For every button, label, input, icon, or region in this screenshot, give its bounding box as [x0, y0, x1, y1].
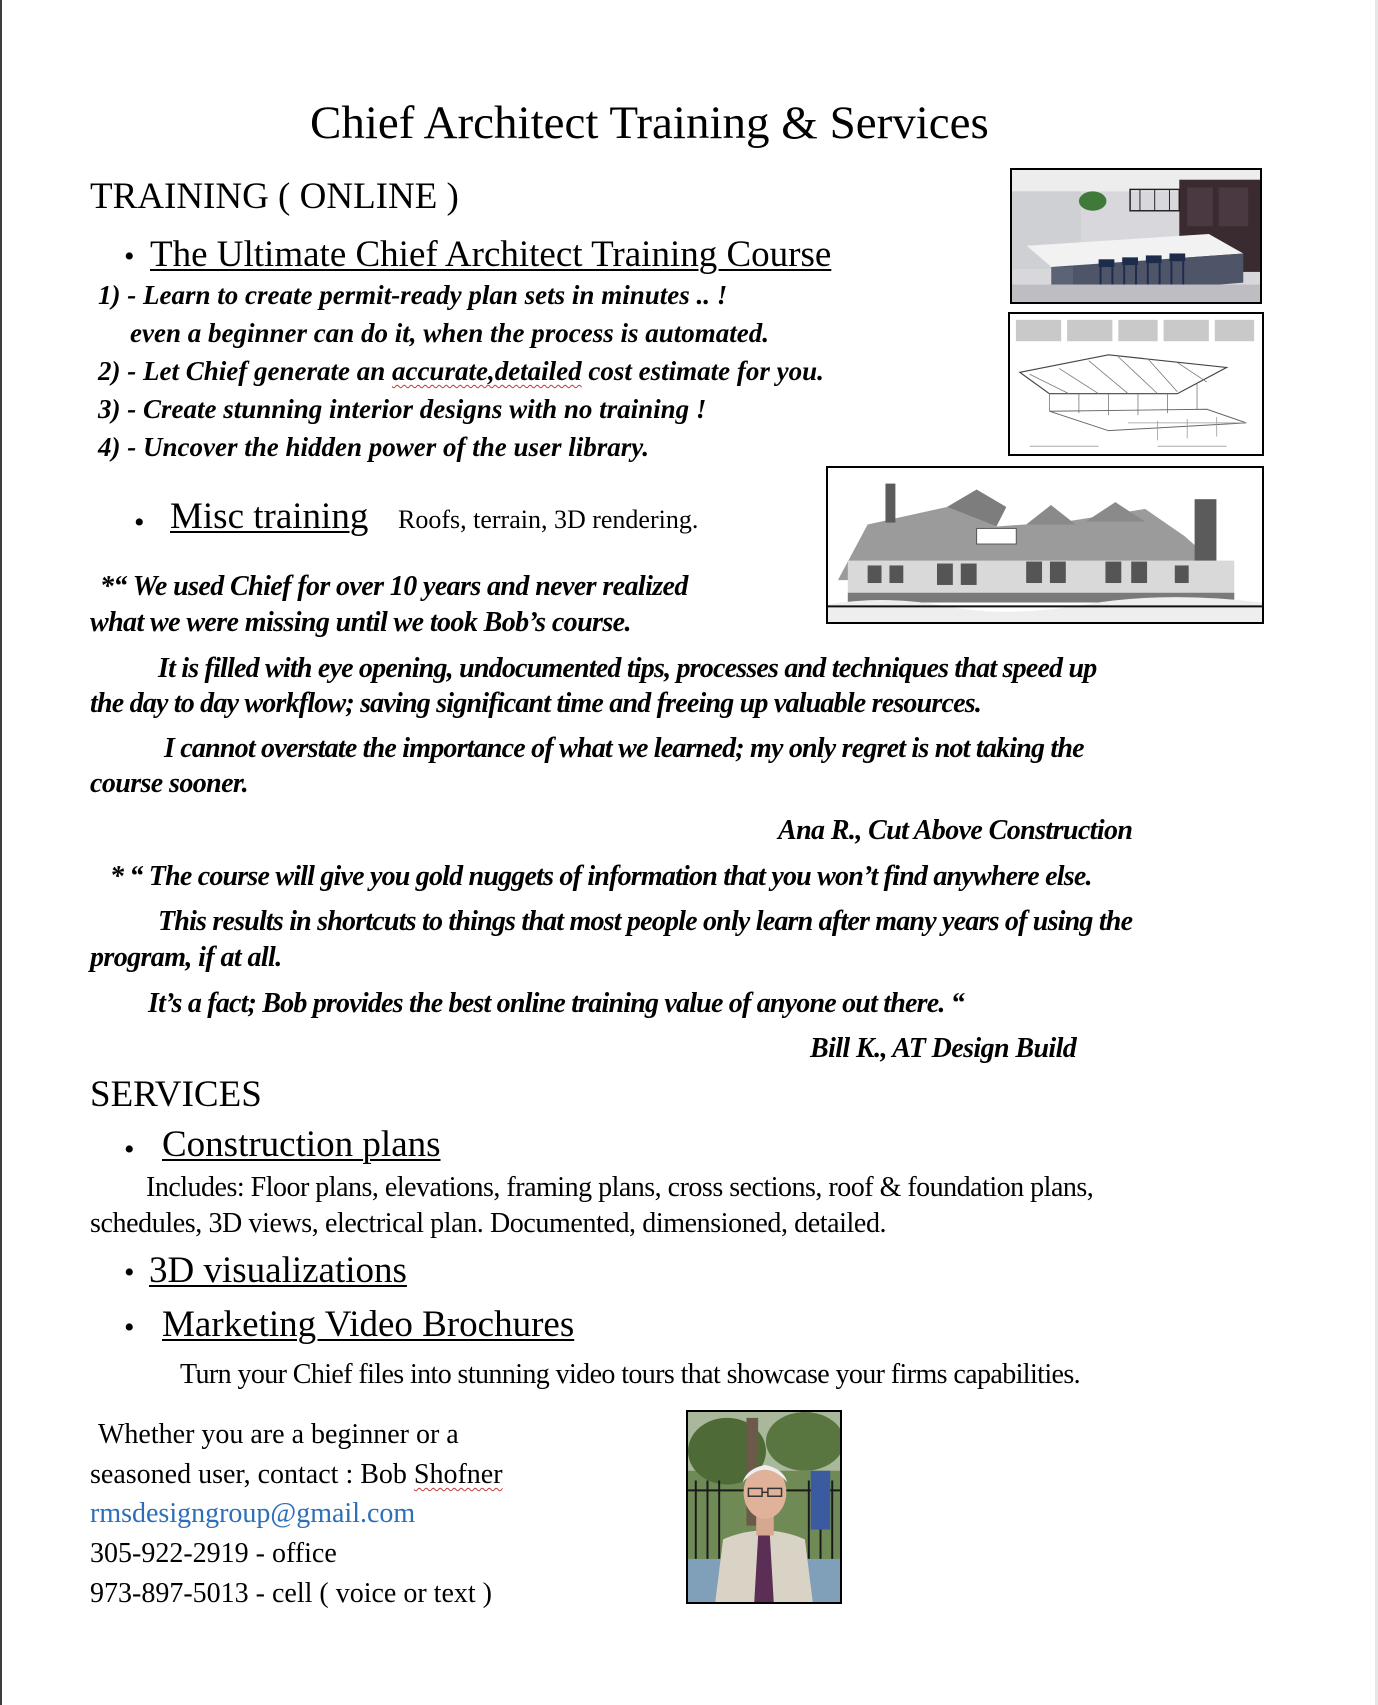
testimonial-1-line-5: I cannot overstate the importance of what we learned; my only regret is not taking the — [164, 733, 1084, 764]
testimonial-1-line-4: the day to day workflow; saving significant time and freeing up valuable resources. — [90, 688, 982, 719]
course-item-2-b: cost estimate for you. — [581, 356, 824, 386]
course-item-2 — [98, 356, 824, 387]
contact-email-line — [90, 1498, 415, 1530]
training-heading: TRAINING ( ONLINE ) — [90, 176, 459, 217]
course-item-4: 4) - Uncover the hidden power of the user library. — [98, 432, 649, 462]
course-bullet: • — [124, 240, 135, 273]
kitchen-render-image — [1010, 168, 1262, 304]
contact-line-1: Whether you are a beginner or a — [98, 1419, 459, 1450]
construction-bullet: • — [124, 1133, 135, 1166]
contact-cell: 973-897-5013 - cell ( voice or text ) — [90, 1578, 492, 1609]
video-bullet: • — [124, 1311, 135, 1344]
contact-line-2 — [90, 1459, 503, 1491]
viz-bullet: • — [124, 1256, 135, 1289]
course-title: The Ultimate Chief Architect Training Course — [150, 234, 832, 275]
framing-drawing-image — [1008, 312, 1264, 456]
contact-office: 305-922-2919 - office — [90, 1538, 337, 1569]
contact-line-2-prefix: seasoned user, contact : Bob — [90, 1459, 414, 1490]
viz-title: 3D visualizations — [149, 1250, 407, 1291]
video-desc: Turn your Chief files into stunning video tours that showcase your firms capabilities. — [180, 1359, 1081, 1390]
course-item-2-a: 2) - Let Chief generate an — [98, 356, 392, 386]
house-elevation-image — [826, 466, 1264, 624]
page-left-edge — [0, 0, 2, 1705]
construction-title: Construction plans — [162, 1124, 441, 1165]
testimonial-2-line-2: This results in shortcuts to things that most people only learn after many years of using the — [158, 906, 1133, 937]
testimonial-1-line-1: *“ We used Chief for over 10 years and never realized — [100, 571, 688, 602]
video-title: Marketing Video Brochures — [162, 1304, 575, 1345]
testimonial-1-author: Ana R., Cut Above Construction — [778, 815, 1133, 846]
construction-desc-1: Includes: Floor plans, elevations, framing plans, cross sections, roof & foundation plans, — [146, 1172, 1094, 1203]
misc-bullet: • — [134, 506, 145, 539]
contact-name: Shofner — [413, 1459, 503, 1490]
contact-email-link[interactable]: rmsdesigngroup@gmail.com — [90, 1498, 416, 1529]
misc-title: Misc training — [170, 496, 369, 537]
portrait-photo — [686, 1410, 842, 1604]
testimonial-1-line-2: what we were missing until we took Bob’s course. — [90, 607, 631, 638]
testimonial-2-line-1: * “ The course will give you gold nuggets of information that you won’t find anywhere else. — [110, 861, 1092, 892]
construction-desc-2: schedules, 3D views, electrical plan. Documented, dimensioned, detailed. — [90, 1208, 887, 1239]
course-item-1-cont: even a beginner can do it, when the process is automated. — [130, 318, 770, 348]
services-heading: SERVICES — [90, 1074, 262, 1115]
misc-desc: Roofs, terrain, 3D rendering. — [398, 505, 699, 534]
page-title: Chief Architect Training & Services — [310, 97, 989, 149]
course-item-3: 3) - Create stunning interior designs with no training ! — [98, 394, 707, 424]
testimonial-2-author: Bill K., AT Design Build — [810, 1033, 1077, 1064]
course-item-2-highlight: accurate,detailed — [391, 356, 582, 386]
testimonial-1-line-3: It is filled with eye opening, undocumented tips, processes and techniques that speed up — [158, 653, 1097, 684]
testimonial-1-line-6: course sooner. — [90, 768, 249, 799]
testimonial-2-line-3: program, if at all. — [90, 942, 282, 973]
testimonial-2-line-4: It’s a fact; Bob provides the best online training value of anyone out there. “ — [148, 988, 964, 1019]
course-item-1: 1) - Learn to create permit-ready plan sets in minutes .. ! — [98, 280, 728, 310]
